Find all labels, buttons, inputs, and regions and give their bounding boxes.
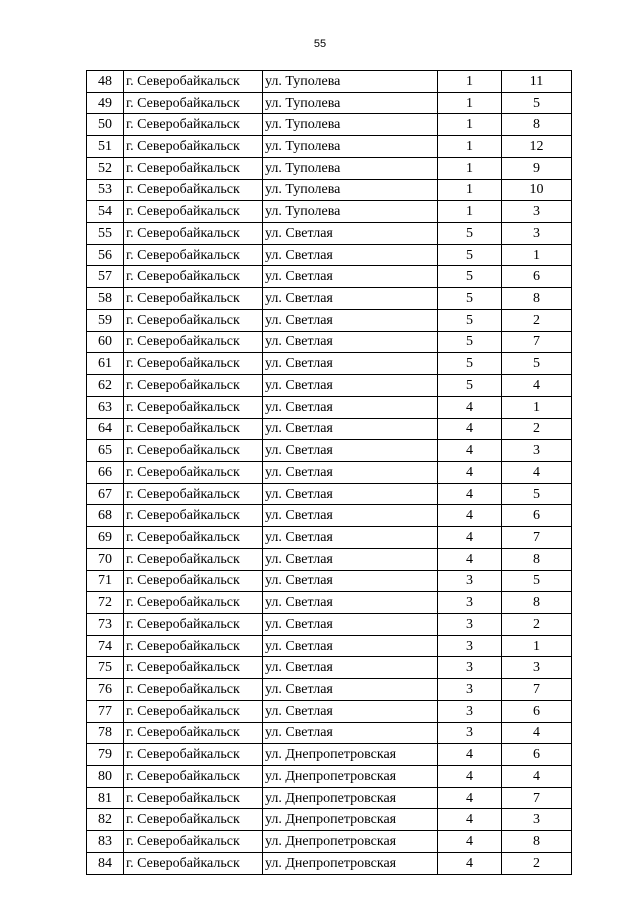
row-number-cell: 49	[87, 92, 124, 114]
row-number-cell: 77	[87, 700, 124, 722]
street-cell: ул. Светлая	[263, 570, 438, 592]
city-cell: г. Северобайкальск	[124, 179, 263, 201]
table-row	[87, 244, 572, 266]
table-row	[87, 179, 572, 201]
table-row	[87, 157, 572, 179]
city-cell: г. Северобайкальск	[124, 157, 263, 179]
value-b-cell: 7	[502, 679, 572, 701]
city-cell: г. Северобайкальск	[124, 266, 263, 288]
value-b-cell: 5	[502, 353, 572, 375]
street-cell: ул. Днепропетровская	[263, 787, 438, 809]
table-row	[87, 592, 572, 614]
city-cell: г. Северобайкальск	[124, 483, 263, 505]
row-number-cell: 80	[87, 766, 124, 788]
row-number-cell: 56	[87, 244, 124, 266]
street-cell: ул. Днепропетровская	[263, 744, 438, 766]
table-row	[87, 440, 572, 462]
row-number-cell: 48	[87, 71, 124, 93]
value-b-cell: 4	[502, 375, 572, 397]
value-a-cell: 5	[438, 266, 502, 288]
city-cell: г. Северобайкальск	[124, 570, 263, 592]
table-row	[87, 375, 572, 397]
row-number-cell: 61	[87, 353, 124, 375]
value-a-cell: 1	[438, 114, 502, 136]
street-cell: ул. Светлая	[263, 288, 438, 310]
street-cell: ул. Днепропетровская	[263, 831, 438, 853]
row-number-cell: 64	[87, 418, 124, 440]
value-a-cell: 5	[438, 288, 502, 310]
street-cell: ул. Туполева	[263, 179, 438, 201]
table-row	[87, 396, 572, 418]
value-b-cell: 8	[502, 548, 572, 570]
row-number-cell: 69	[87, 527, 124, 549]
table-row	[87, 635, 572, 657]
row-number-cell: 74	[87, 635, 124, 657]
street-cell: ул. Светлая	[263, 505, 438, 527]
street-cell: ул. Днепропетровская	[263, 852, 438, 874]
table-row	[87, 418, 572, 440]
value-a-cell: 5	[438, 375, 502, 397]
value-a-cell: 4	[438, 548, 502, 570]
value-b-cell: 10	[502, 179, 572, 201]
row-number-cell: 62	[87, 375, 124, 397]
value-b-cell: 3	[502, 201, 572, 223]
street-cell: ул. Светлая	[263, 527, 438, 549]
street-cell: ул. Светлая	[263, 657, 438, 679]
city-cell: г. Северобайкальск	[124, 92, 263, 114]
value-b-cell: 6	[502, 744, 572, 766]
value-b-cell: 2	[502, 852, 572, 874]
table-row	[87, 570, 572, 592]
value-b-cell: 2	[502, 309, 572, 331]
table-row	[87, 114, 572, 136]
city-cell: г. Северобайкальск	[124, 440, 263, 462]
table-row	[87, 331, 572, 353]
city-cell: г. Северобайкальск	[124, 766, 263, 788]
value-a-cell: 3	[438, 570, 502, 592]
value-a-cell: 3	[438, 700, 502, 722]
table-row	[87, 136, 572, 158]
street-cell: ул. Светлая	[263, 396, 438, 418]
row-number-cell: 72	[87, 592, 124, 614]
table-row	[87, 71, 572, 93]
value-b-cell: 8	[502, 114, 572, 136]
table-row	[87, 461, 572, 483]
row-number-cell: 66	[87, 461, 124, 483]
street-cell: ул. Светлая	[263, 548, 438, 570]
street-cell: ул. Светлая	[263, 679, 438, 701]
value-b-cell: 11	[502, 71, 572, 93]
row-number-cell: 63	[87, 396, 124, 418]
value-a-cell: 5	[438, 309, 502, 331]
table-row	[87, 809, 572, 831]
table-row	[87, 309, 572, 331]
value-b-cell: 12	[502, 136, 572, 158]
table-row	[87, 353, 572, 375]
row-number-cell: 55	[87, 223, 124, 245]
street-cell: ул. Туполева	[263, 136, 438, 158]
city-cell: г. Северобайкальск	[124, 787, 263, 809]
street-cell: ул. Светлая	[263, 483, 438, 505]
row-number-cell: 67	[87, 483, 124, 505]
value-b-cell: 3	[502, 657, 572, 679]
city-cell: г. Северобайкальск	[124, 657, 263, 679]
value-a-cell: 3	[438, 635, 502, 657]
city-cell: г. Северобайкальск	[124, 613, 263, 635]
value-a-cell: 4	[438, 852, 502, 874]
row-number-cell: 78	[87, 722, 124, 744]
city-cell: г. Северобайкальск	[124, 548, 263, 570]
table-row	[87, 679, 572, 701]
street-cell: ул. Светлая	[263, 440, 438, 462]
street-cell: ул. Туполева	[263, 71, 438, 93]
table-row	[87, 201, 572, 223]
value-a-cell: 4	[438, 505, 502, 527]
table-row	[87, 744, 572, 766]
city-cell: г. Северобайкальск	[124, 700, 263, 722]
city-cell: г. Северобайкальск	[124, 136, 263, 158]
value-b-cell: 7	[502, 331, 572, 353]
value-b-cell: 3	[502, 809, 572, 831]
table-row	[87, 483, 572, 505]
city-cell: г. Северобайкальск	[124, 418, 263, 440]
value-a-cell: 4	[438, 831, 502, 853]
value-a-cell: 4	[438, 461, 502, 483]
table-row	[87, 223, 572, 245]
value-a-cell: 3	[438, 613, 502, 635]
street-cell: ул. Днепропетровская	[263, 809, 438, 831]
street-cell: ул. Светлая	[263, 266, 438, 288]
table-row	[87, 613, 572, 635]
value-b-cell: 9	[502, 157, 572, 179]
city-cell: г. Северобайкальск	[124, 592, 263, 614]
row-number-cell: 58	[87, 288, 124, 310]
value-a-cell: 4	[438, 744, 502, 766]
row-number-cell: 51	[87, 136, 124, 158]
value-a-cell: 3	[438, 657, 502, 679]
row-number-cell: 83	[87, 831, 124, 853]
value-a-cell: 5	[438, 223, 502, 245]
value-a-cell: 4	[438, 766, 502, 788]
street-cell: ул. Туполева	[263, 114, 438, 136]
table-row	[87, 787, 572, 809]
value-b-cell: 1	[502, 635, 572, 657]
city-cell: г. Северобайкальск	[124, 852, 263, 874]
row-number-cell: 52	[87, 157, 124, 179]
value-b-cell: 6	[502, 266, 572, 288]
row-number-cell: 53	[87, 179, 124, 201]
value-b-cell: 8	[502, 288, 572, 310]
city-cell: г. Северобайкальск	[124, 244, 263, 266]
city-cell: г. Северобайкальск	[124, 679, 263, 701]
row-number-cell: 57	[87, 266, 124, 288]
table-row	[87, 700, 572, 722]
city-cell: г. Северобайкальск	[124, 505, 263, 527]
value-a-cell: 1	[438, 157, 502, 179]
street-cell: ул. Светлая	[263, 244, 438, 266]
table-body	[87, 71, 572, 875]
value-a-cell: 1	[438, 71, 502, 93]
row-number-cell: 76	[87, 679, 124, 701]
value-a-cell: 5	[438, 331, 502, 353]
value-b-cell: 1	[502, 396, 572, 418]
city-cell: г. Северобайкальск	[124, 223, 263, 245]
value-b-cell: 4	[502, 461, 572, 483]
value-b-cell: 2	[502, 613, 572, 635]
row-number-cell: 54	[87, 201, 124, 223]
street-cell: ул. Светлая	[263, 613, 438, 635]
street-cell: ул. Светлая	[263, 700, 438, 722]
city-cell: г. Северобайкальск	[124, 744, 263, 766]
value-b-cell: 4	[502, 766, 572, 788]
city-cell: г. Северобайкальск	[124, 114, 263, 136]
value-a-cell: 5	[438, 353, 502, 375]
row-number-cell: 65	[87, 440, 124, 462]
city-cell: г. Северобайкальск	[124, 201, 263, 223]
street-cell: ул. Светлая	[263, 418, 438, 440]
row-number-cell: 84	[87, 852, 124, 874]
street-cell: ул. Светлая	[263, 635, 438, 657]
value-a-cell: 4	[438, 418, 502, 440]
table-row	[87, 722, 572, 744]
table-row	[87, 266, 572, 288]
city-cell: г. Северобайкальск	[124, 331, 263, 353]
city-cell: г. Северобайкальск	[124, 396, 263, 418]
value-a-cell: 1	[438, 92, 502, 114]
table-row	[87, 548, 572, 570]
value-b-cell: 5	[502, 570, 572, 592]
page-number: 55	[313, 38, 327, 50]
table-row	[87, 92, 572, 114]
city-cell: г. Северобайкальск	[124, 309, 263, 331]
city-cell: г. Северобайкальск	[124, 722, 263, 744]
value-a-cell: 3	[438, 722, 502, 744]
city-cell: г. Северобайкальск	[124, 353, 263, 375]
value-a-cell: 1	[438, 136, 502, 158]
city-cell: г. Северобайкальск	[124, 527, 263, 549]
city-cell: г. Северобайкальск	[124, 375, 263, 397]
value-b-cell: 8	[502, 831, 572, 853]
table-row	[87, 766, 572, 788]
value-b-cell: 4	[502, 722, 572, 744]
address-table	[86, 70, 572, 875]
table-row	[87, 288, 572, 310]
row-number-cell: 82	[87, 809, 124, 831]
table-row	[87, 831, 572, 853]
row-number-cell: 60	[87, 331, 124, 353]
street-cell: ул. Светлая	[263, 353, 438, 375]
row-number-cell: 79	[87, 744, 124, 766]
city-cell: г. Северобайкальск	[124, 831, 263, 853]
value-a-cell: 1	[438, 201, 502, 223]
table-row	[87, 527, 572, 549]
value-b-cell: 6	[502, 700, 572, 722]
city-cell: г. Северобайкальск	[124, 809, 263, 831]
street-cell: ул. Светлая	[263, 461, 438, 483]
row-number-cell: 81	[87, 787, 124, 809]
street-cell: ул. Светлая	[263, 331, 438, 353]
street-cell: ул. Светлая	[263, 592, 438, 614]
city-cell: г. Северобайкальск	[124, 461, 263, 483]
value-b-cell: 7	[502, 527, 572, 549]
street-cell: ул. Туполева	[263, 157, 438, 179]
value-a-cell: 3	[438, 592, 502, 614]
street-cell: ул. Светлая	[263, 223, 438, 245]
street-cell: ул. Светлая	[263, 375, 438, 397]
value-a-cell: 4	[438, 809, 502, 831]
value-b-cell: 3	[502, 223, 572, 245]
street-cell: ул. Светлая	[263, 309, 438, 331]
city-cell: г. Северобайкальск	[124, 635, 263, 657]
row-number-cell: 73	[87, 613, 124, 635]
value-b-cell: 5	[502, 483, 572, 505]
row-number-cell: 59	[87, 309, 124, 331]
value-a-cell: 4	[438, 787, 502, 809]
row-number-cell: 50	[87, 114, 124, 136]
value-a-cell: 4	[438, 527, 502, 549]
value-b-cell: 8	[502, 592, 572, 614]
row-number-cell: 75	[87, 657, 124, 679]
value-a-cell: 3	[438, 679, 502, 701]
city-cell: г. Северобайкальск	[124, 288, 263, 310]
street-cell: ул. Туполева	[263, 201, 438, 223]
value-b-cell: 1	[502, 244, 572, 266]
value-b-cell: 5	[502, 92, 572, 114]
table-row	[87, 657, 572, 679]
street-cell: ул. Днепропетровская	[263, 766, 438, 788]
street-cell: ул. Светлая	[263, 722, 438, 744]
row-number-cell: 71	[87, 570, 124, 592]
value-b-cell: 6	[502, 505, 572, 527]
value-a-cell: 4	[438, 396, 502, 418]
row-number-cell: 68	[87, 505, 124, 527]
value-b-cell: 2	[502, 418, 572, 440]
value-a-cell: 4	[438, 440, 502, 462]
value-a-cell: 4	[438, 483, 502, 505]
table-row	[87, 852, 572, 874]
table-row	[87, 505, 572, 527]
value-b-cell: 3	[502, 440, 572, 462]
street-cell: ул. Туполева	[263, 92, 438, 114]
value-b-cell: 7	[502, 787, 572, 809]
row-number-cell: 70	[87, 548, 124, 570]
value-a-cell: 5	[438, 244, 502, 266]
value-a-cell: 1	[438, 179, 502, 201]
city-cell: г. Северобайкальск	[124, 71, 263, 93]
